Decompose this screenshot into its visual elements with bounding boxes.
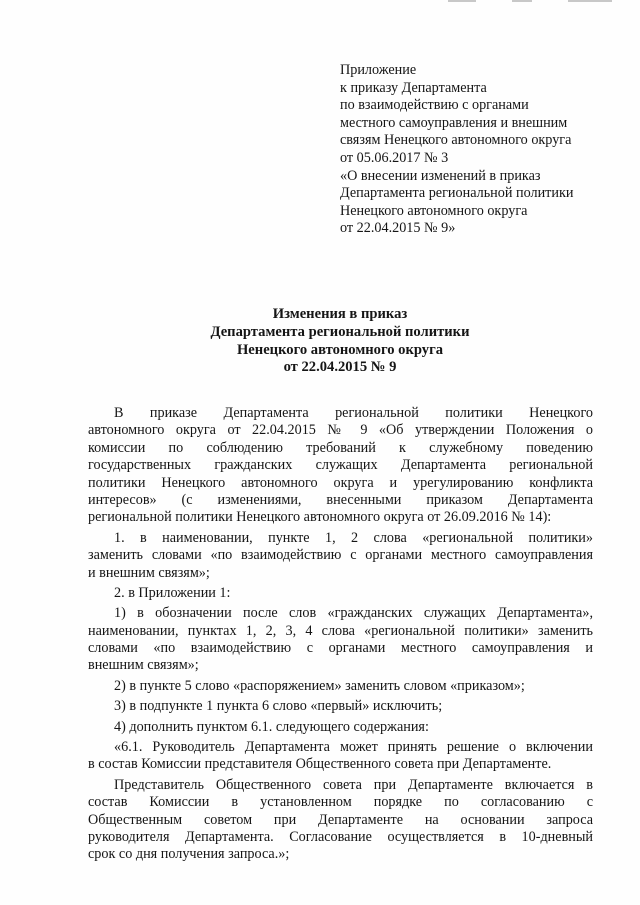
body-line: 3) в подпункте 1 пункта 6 слово «первый» исключить; bbox=[114, 698, 443, 715]
body-line: комиссии по соблюдению требований к служебному поведению bbox=[88, 439, 593, 456]
body-line: государственных гражданских служащих Департамента региональной bbox=[88, 457, 593, 474]
document-title bbox=[60, 306, 620, 377]
body-line: и внешним связям»; bbox=[88, 564, 210, 581]
title-line: от 22.04.2015 № 9 bbox=[283, 359, 397, 376]
body-line: 2. в Приложении 1: bbox=[114, 584, 231, 601]
scan-artifact bbox=[448, 0, 476, 2]
body-line: внешним связям»; bbox=[88, 657, 199, 674]
appendix-line: связям Ненецкого автономного округа bbox=[340, 132, 572, 149]
body-line: Общественным советом при Департаменте на основании запроса bbox=[88, 811, 593, 828]
appendix-block bbox=[340, 62, 630, 238]
appendix-line: «О внесении изменений в приказ bbox=[340, 167, 541, 184]
title-line: Ненецкого автономного округа bbox=[236, 341, 444, 358]
body-line: заменить словами «по взаимодействию с органами местного самоуправления bbox=[88, 547, 593, 564]
appendix-line: местного самоуправления и внешним bbox=[340, 114, 568, 131]
body-line: руководителя Департамента. Согласование осуществляется в 10-дневный bbox=[88, 828, 593, 845]
appendix-line: к приказу Департамента bbox=[340, 79, 487, 96]
body-line: срок со дня получения запроса.»; bbox=[88, 846, 290, 863]
body-line: в состав Комиссии представителя Общественного совета при Департаменте. bbox=[88, 756, 552, 773]
body-line: 2) в пункте 5 слово «распоряжением» заменить словом «приказом»; bbox=[114, 677, 525, 694]
body-line: 1) в обозначении после слов «гражданских служащих Департамента», bbox=[114, 605, 593, 622]
scan-artifact bbox=[512, 0, 532, 2]
appendix-line: от 22.04.2015 № 9» bbox=[340, 220, 456, 237]
body-line: интересов» (с изменениями, внесенными приказом Департамента bbox=[88, 491, 593, 508]
body-line: автономного округа от 22.04.2015 № 9 «Об утверждении Положения о bbox=[88, 422, 593, 439]
body-line: В приказе Департамента региональной политики Ненецкого bbox=[114, 405, 593, 421]
appendix-line: Департамента региональной политики bbox=[340, 185, 574, 202]
body-line: политики Ненецкого автономного округа и урегулированию конфликта bbox=[88, 474, 593, 491]
body-line: региональной политики Ненецкого автономного округа от 26.09.2016 № 14): bbox=[88, 509, 552, 526]
appendix-line: Приложение bbox=[340, 62, 417, 78]
body-line: «6.1. Руководитель Департамента может принять решение о включении bbox=[114, 739, 593, 756]
scan-artifact bbox=[568, 0, 612, 2]
appendix-line: Ненецкого автономного округа bbox=[340, 202, 528, 219]
document-body bbox=[88, 405, 593, 864]
appendix-line: от 05.06.2017 № 3 bbox=[340, 149, 449, 166]
body-line: 4) дополнить пунктом 6.1. следующего содержания: bbox=[114, 718, 429, 735]
body-line: состав Комиссии в установленном порядке по согласованию с bbox=[88, 794, 593, 811]
body-line: Представитель Общественного совета при Департаменте включается в bbox=[114, 776, 593, 793]
title-line: Изменения в приказ bbox=[272, 306, 408, 322]
title-line: Департамента региональной политики bbox=[210, 323, 470, 340]
body-line: словами «по взаимодействию с органами местного самоуправления и bbox=[88, 640, 593, 657]
appendix-line: по взаимодействию с органами bbox=[340, 97, 529, 114]
body-line: 1. в наименовании, пункте 1, 2 слова «региональной политики» bbox=[114, 529, 593, 546]
body-line: наименовании, пунктах 1, 2, 3, 4 слова «региональной политики» заменить bbox=[88, 622, 593, 639]
